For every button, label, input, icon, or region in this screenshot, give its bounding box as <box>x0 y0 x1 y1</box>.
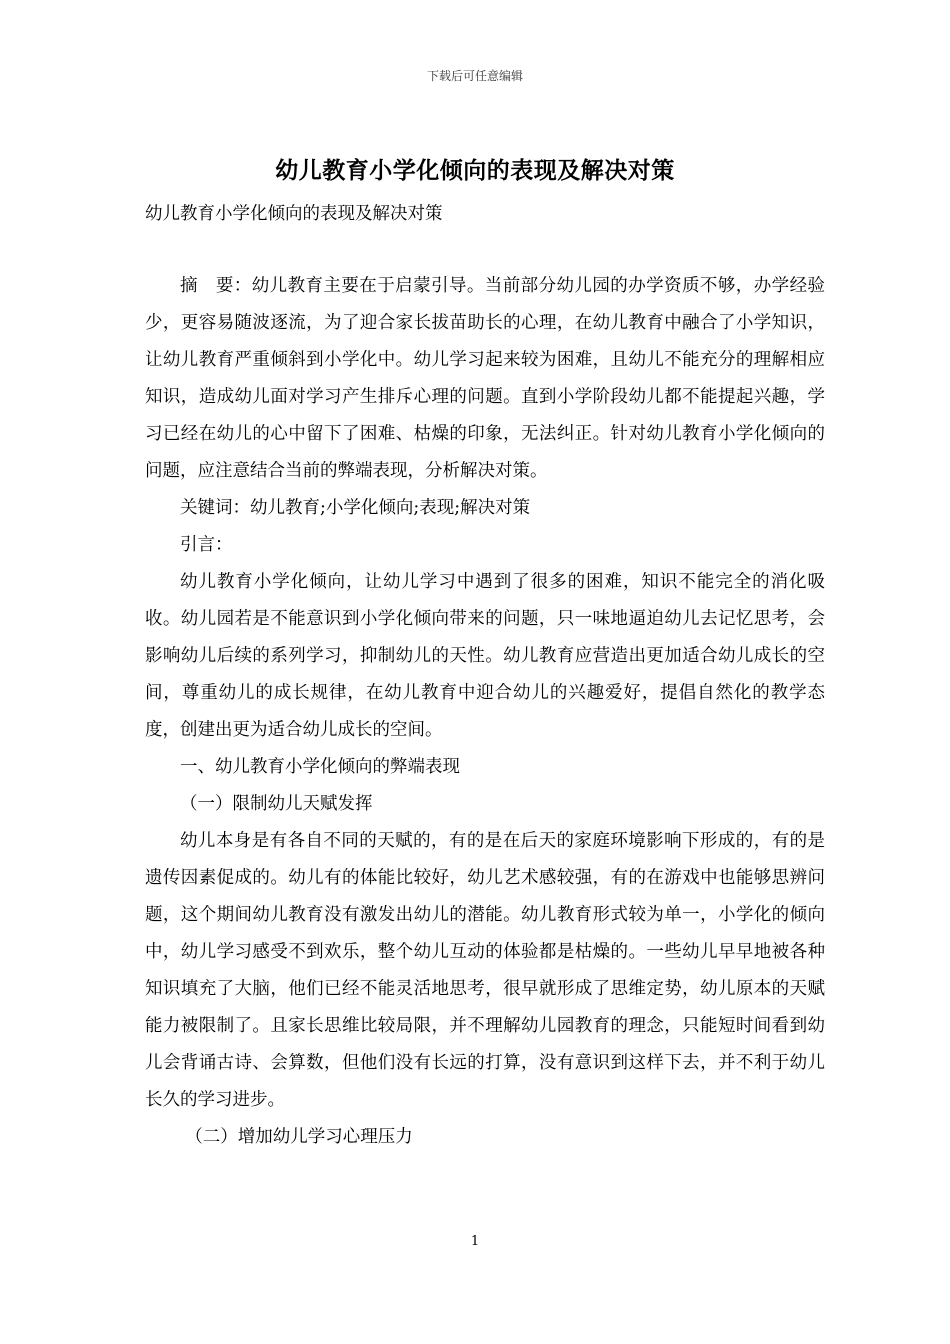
subsection-heading-2: （二）增加幼儿学习心理压力 <box>185 1127 413 1147</box>
document-subtitle: 幼儿教育小学化倾向的表现及解决对策 <box>145 204 443 224</box>
subsection-heading-1: （一）限制幼儿天赋发挥 <box>180 794 373 814</box>
document-title: 幼儿教育小学化倾向的表现及解决对策 <box>275 157 675 184</box>
introduction-heading: 引言： <box>180 535 233 555</box>
keywords-paragraph: 关键词：幼儿教育;小学化倾向;表现;解决对策 <box>180 498 531 518</box>
document-body <box>145 268 825 1156</box>
page-number: 1 <box>470 1234 480 1249</box>
body-paragraph: 幼儿本身是有各自不同的天赋的，有的是在后天的家庭环境影响下形成的，有的是遗传因素促成的。幼儿有的体能比较好，幼儿艺术感较强，有的在游戏中也能够思辨问题，这个期间幼儿教育没有激发出幼儿的潜能。幼儿教育形式较为单一，小学化的倾向中，幼儿学习感受不到欢乐，整个幼儿互动的体验都是枯燥的。一些幼儿早早地被各种知识填充了大脑，他们已经不能灵活地思考，很早就形成了思维定势，幼儿原本的天赋能力被限制了。且家长思维比较局限，并不理解幼儿园教育的理念，只能短时间看到幼儿会背诵古诗、会算数，但他们没有长远的打算，没有意识到这样下去，并不利于幼儿长久的学习进步。 <box>145 831 825 1110</box>
introduction-paragraph: 幼儿教育小学化倾向，让幼儿学习中遇到了很多的困难，知识不能完全的消化吸收。幼儿园若是不能意识到小学化倾向带来的问题，只一味地逼迫幼儿去记忆思考，会影响幼儿后续的系列学习，抑制幼儿的天性。幼儿教育应营造出更加适合幼儿成长的空间，尊重幼儿的成长规律，在幼儿教育中迎合幼儿的兴趣爱好，提倡自然化的教学态度，创建出更为适合幼儿成长的空间。 <box>145 572 825 740</box>
page-header-note: 下载后可任意编辑 <box>426 69 523 83</box>
abstract-paragraph: 摘 要：幼儿教育主要在于启蒙引导。当前部分幼儿园的办学资质不够，办学经验少，更容易随波逐流，为了迎合家长拔苗助长的心理，在幼儿教育中融合了小学知识，让幼儿教育严重倾斜到小学化中。幼儿学习起来较为困难，且幼儿不能充分的理解相应知识，造成幼儿面对学习产生排斥心理的问题。直到小学阶段幼儿都不能提起兴趣，学习已经在幼儿的心中留下了困难、枯燥的印象，无法纠正。针对幼儿教育小学化倾向的问题，应注意结合当前的弊端表现，分析解决对策。 <box>145 276 825 481</box>
section-heading-1: 一、幼儿教育小学化倾向的弊端表现 <box>180 757 460 777</box>
